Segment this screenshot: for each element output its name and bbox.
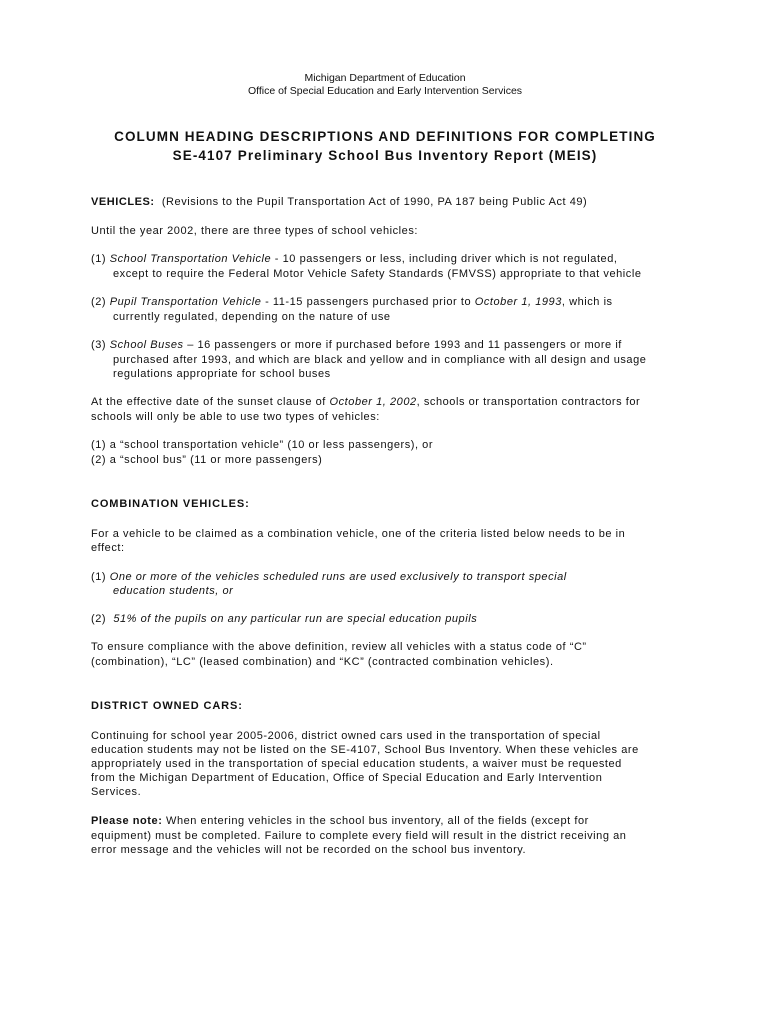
vehicle-desc: - 10 passengers or less, including driver which is not regulated, [271,253,618,265]
note-text: When entering vehicles in the school bus inventory, all of the fields (except for [162,815,589,827]
header-line-1: Michigan Department of Education [304,72,466,84]
combination-criterion-1-cont: education students, or [113,585,234,597]
vehicle-term: School Transportation Vehicle [109,253,272,265]
note-label: Please note: [91,815,163,827]
compliance-paragraph: To ensure compliance with the above definition, review all vehicles with a status code of “C” [91,641,587,653]
district-paragraph-line-4: from the Michigan Department of Education, Office of Special Education and Early Intervention [91,772,603,784]
vehicle-desc: – 16 passengers or more if purchased before 1993 and 11 passengers or more if [183,339,622,351]
district-paragraph-line-1: Continuing for school year 2005-2006, district owned cars used in the transportation of special [91,730,601,742]
vehicles-heading-row [91,195,691,210]
criterion-text: One or more of the vehicles scheduled runs are used exclusively to transport special [109,571,567,583]
note-paragraph [91,814,691,829]
sunset-text-end: , schools or transportation contractors for [416,396,641,408]
vehicle-type-2-cont: currently regulated, depending on the nature of use [113,311,391,323]
combination-intro-cont: effect: [91,542,125,554]
district-paragraph-line-2: education students may not be listed on the SE-4107, School Bus Inventory. When these vehicles are [91,744,639,756]
compliance-paragraph-cont: (combination), “LC” (leased combination) and “KC” (contracted combination vehicles). [91,656,554,668]
vehicle-date: October 1, 1993 [474,296,562,308]
combination-heading: COMBINATION VEHICLES: [91,498,250,510]
sunset-paragraph-cont: schools will only be able to use two types of vehicles: [91,411,380,423]
vehicles-heading: VEHICLES: [91,196,155,208]
vehicle-type-1 [91,252,691,267]
note-paragraph-line-2: equipment) must be completed. Failure to complete every field will result in the district receiving an [91,830,627,842]
vehicle-type-3-cont-2: regulations appropriate for school buses [113,368,331,380]
sunset-text: At the effective date of the sunset clause of [91,396,330,408]
vehicles-intro: Until the year 2002, there are three types of school vehicles: [91,225,418,237]
combination-intro: For a vehicle to be claimed as a combination vehicle, one of the criteria listed below needs to be in [91,528,626,540]
header-line-2: Office of Special Education and Early Intervention Services [247,85,523,97]
item-number: (2) [91,296,107,308]
item-number: (1) [91,253,107,265]
note-paragraph-line-3: error message and the vehicles will not be recorded on the school bus inventory. [91,844,527,856]
allowed-type-1: (1) a “school transportation vehicle” (10 or less passengers), or [91,439,434,451]
item-number: (3) [91,339,107,351]
vehicle-type-3 [91,338,691,353]
sunset-paragraph [91,395,691,410]
title-line-1: COLUMN HEADING DESCRIPTIONS AND DEFINITIONS FOR COMPLETING [114,129,656,144]
vehicle-term: School Buses [109,339,184,351]
vehicle-desc: - 11-15 passengers purchased prior to [261,296,475,308]
vehicle-type-1-cont: except to require the Federal Motor Vehicle Safety Standards (FMVSS) appropriate to that vehicle [113,268,642,280]
allowed-type-2: (2) a “school bus” (11 or more passengers) [91,454,323,466]
vehicle-type-2 [91,295,691,310]
combination-criterion-2 [91,612,691,627]
vehicles-heading-note: (Revisions to the Pupil Transportation Act of 1990, PA 187 being Public Act 49) [161,196,588,208]
criterion-text: 51% of the pupils on any particular run are special education pupils [113,613,478,625]
sunset-date: October 1, 2002 [329,396,417,408]
item-number: (2) [91,613,107,625]
vehicle-type-3-cont-1: purchased after 1993, and which are black and yellow and in compliance with all design and usage [113,354,647,366]
title-line-2: SE-4107 Preliminary School Bus Inventory Report (MEIS) [172,148,598,163]
district-paragraph-line-3: appropriately used in the transportation of special education students, a waiver must be requested [91,758,622,770]
vehicle-term: Pupil Transportation Vehicle [109,296,262,308]
item-number: (1) [91,571,107,583]
district-cars-heading: DISTRICT OWNED CARS: [91,700,243,712]
vehicle-desc-end: , which is [561,296,613,308]
combination-criterion-1 [91,570,691,585]
district-paragraph-line-5: Services. [91,786,142,798]
